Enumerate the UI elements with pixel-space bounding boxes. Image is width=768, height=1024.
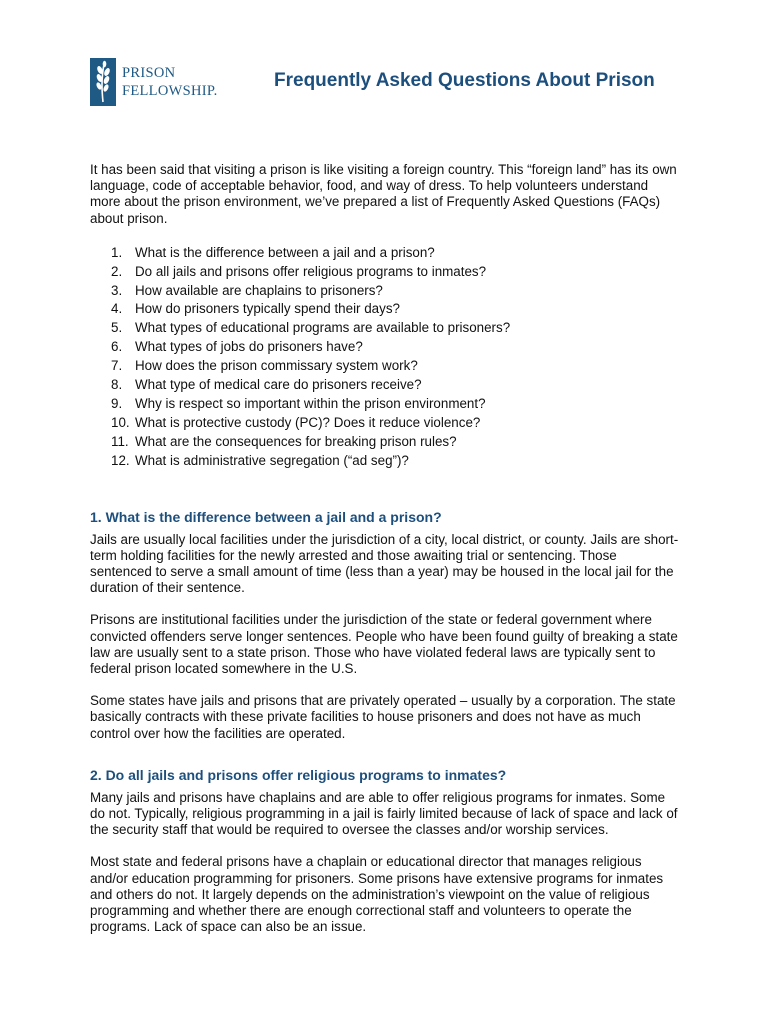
list-item bbox=[111, 433, 680, 452]
list-item-number: 5. bbox=[111, 320, 123, 336]
list-item-text: What is protective custody (PC)? Does it reduce violence? bbox=[135, 414, 481, 430]
document-body bbox=[90, 162, 680, 951]
section-1-paragraph-1: Jails are usually local facilities under the jurisdiction of a city, local district, or county. Jails are short-term holding facilities for the newly arrested and those awaiting trial or sentencing. Those sentenced to serve a small amount of time (less than a year) may be housed in the local jail for the duration of their sentence. bbox=[90, 531, 679, 596]
list-item-text: What types of educational programs are available to prisoners? bbox=[135, 320, 511, 336]
list-item-number: 9. bbox=[111, 395, 123, 411]
document-header bbox=[90, 58, 690, 108]
list-item bbox=[111, 338, 680, 357]
list-item bbox=[111, 319, 680, 338]
list-item-number: 11. bbox=[111, 433, 129, 449]
list-item bbox=[111, 263, 680, 282]
list-item bbox=[111, 376, 680, 395]
list-item-text: How available are chaplains to prisoners? bbox=[135, 282, 383, 298]
list-item bbox=[111, 357, 680, 376]
intro-paragraph: It has been said that visiting a prison is like visiting a foreign country. This “foreign land” has its own language, code of acceptable behavior, food, and way of dress. To help volunteers understand more about the prison environment, we’ve prepared a list of Frequently Asked Questions (FAQs) about prison. bbox=[90, 162, 677, 226]
faq-question-list bbox=[90, 244, 680, 471]
list-item-text: What is administrative segregation (“ad seg”)? bbox=[135, 452, 409, 468]
list-item-text: What are the consequences for breaking prison rules? bbox=[135, 433, 457, 449]
list-item-number: 12. bbox=[111, 452, 130, 468]
section-heading-2: 2. Do all jails and prisons offer religious programs to inmates? bbox=[90, 766, 507, 783]
list-item-number: 1. bbox=[111, 244, 123, 260]
list-item-text: How do prisoners typically spend their days? bbox=[135, 301, 400, 317]
list-item-text: What is the difference between a jail and a prison? bbox=[135, 244, 435, 260]
section-2-paragraph-1: Many jails and prisons have chaplains and are able to offer religious programs for inmates. Some do not. Typically, religious programming in a jail is fairly limited because of lack of space and lack of the security staff that would be required to oversee the classes and/or worship services. bbox=[90, 789, 678, 838]
list-item-text: What types of jobs do prisoners have? bbox=[135, 339, 363, 355]
list-item-text: What type of medical care do prisoners receive? bbox=[135, 377, 422, 393]
list-item-number: 3. bbox=[111, 282, 123, 298]
section-1-paragraph-2: Prisons are institutional facilities under the jurisdiction of the state or federal government where convicted offenders serve longer sentences. People who have been found guilty of breaking a state law are usually sent to a state prison. Those who have violated federal laws are typically sent to federal prison located somewhere in the U.S. bbox=[90, 612, 678, 676]
list-item-number: 4. bbox=[111, 301, 123, 317]
list-item-number: 2. bbox=[111, 263, 123, 279]
section-1-paragraph-3: Some states have jails and prisons that are privately operated – usually by a corporation. The state basically contracts with these private facilities to house prisoners and does not have as much control over how the facilities are operated. bbox=[90, 693, 676, 741]
list-item-number: 7. bbox=[111, 358, 123, 374]
list-item bbox=[111, 282, 680, 301]
list-item-text: Why is respect so important within the prison environment? bbox=[135, 395, 486, 411]
list-item bbox=[111, 395, 680, 414]
logo-line-2: FELLOWSHIP. bbox=[122, 83, 218, 99]
list-item-text: How does the prison commissary system work? bbox=[135, 358, 418, 374]
list-item bbox=[111, 244, 680, 263]
list-item-number: 10. bbox=[111, 414, 130, 430]
list-item bbox=[111, 414, 680, 433]
list-item-number: 8. bbox=[111, 377, 123, 393]
prison-fellowship-logo bbox=[90, 58, 230, 106]
wheat-logo-icon bbox=[90, 58, 116, 106]
section-2-paragraph-2: Most state and federal prisons have a chaplain or educational director that manages religious and/or education programming for prisoners. Some prisons have extensive programs for inmates and others do not. It largely depends on the administration’s viewpoint on the value of religious programming and whether there are enough correctional staff and volunteers to operate the programs. Lack of space can also be an issue. bbox=[90, 854, 664, 935]
list-item bbox=[111, 452, 680, 471]
section-heading-1: 1. What is the difference between a jail and a prison? bbox=[90, 508, 442, 525]
document-title: Frequently Asked Questions About Prison bbox=[274, 70, 655, 91]
list-item bbox=[111, 300, 680, 319]
logo-line-1: PRISON bbox=[122, 65, 176, 81]
list-item-text: Do all jails and prisons offer religious programs to inmates? bbox=[135, 263, 487, 279]
list-item-number: 6. bbox=[111, 339, 123, 355]
logo-wordmark bbox=[122, 64, 218, 100]
